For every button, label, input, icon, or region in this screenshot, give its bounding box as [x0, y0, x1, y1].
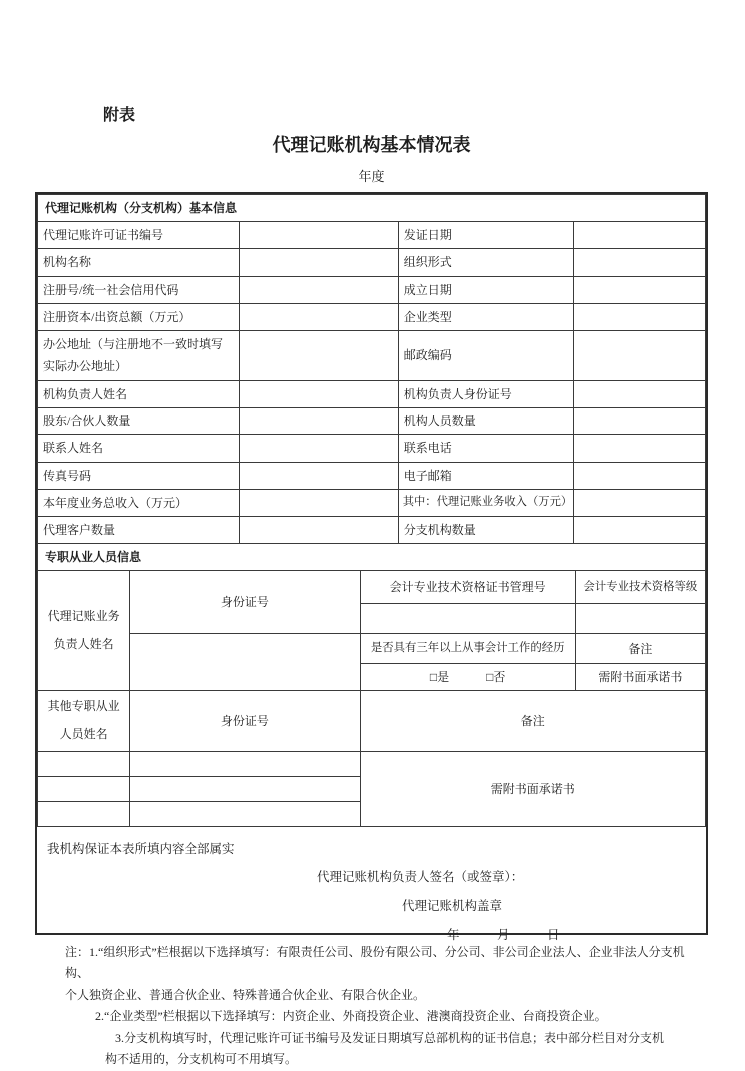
note-line: 构不适用的，分支机构可不用填写。: [105, 1052, 298, 1067]
field-value-branch-count[interactable]: [574, 516, 706, 543]
field-label-org-form: 组织形式: [398, 249, 574, 276]
field-value-org-name[interactable]: [239, 249, 398, 276]
field-label-bookkeeping-income: 其中：代理记账业务收入（万元）: [398, 489, 574, 516]
field-value-office-address[interactable]: [239, 330, 398, 380]
field-value-head-name[interactable]: [239, 380, 398, 407]
form-table-container: [35, 192, 708, 942]
field-label-other-staff-name: 其他专职从业人员姓名: [38, 691, 130, 751]
field-value-manager-id[interactable]: [130, 634, 360, 691]
section2-header: 专职从业人员信息: [38, 544, 706, 571]
other-staff-name-cell-2[interactable]: [38, 776, 130, 801]
table-row: [38, 222, 706, 249]
other-staff-id-cell-3[interactable]: [130, 801, 360, 826]
field-value-email[interactable]: [574, 462, 706, 489]
field-value-postal-code[interactable]: [574, 330, 706, 380]
field-value-org-form[interactable]: [574, 249, 706, 276]
basic-info-table: [37, 194, 706, 544]
page-title: 代理记账机构基本情况表: [272, 135, 471, 155]
field-label-branch-count: 分支机构数量: [398, 516, 574, 543]
appendix-label: 附表: [103, 107, 136, 124]
field-value-client-count[interactable]: [239, 516, 398, 543]
field-label-contact-phone: 联系电话: [398, 435, 574, 462]
note-line: 3.分支机构填写时，代理记账许可证书编号及发证日期填写总部机构的证书信息；表中部分栏目对分支机: [115, 1030, 665, 1045]
table-row: [38, 634, 706, 664]
field-label-email: 电子邮箱: [398, 462, 574, 489]
table-row: [38, 330, 706, 380]
table-row: [38, 435, 706, 462]
table-row: [38, 408, 706, 435]
field-value-registered-capital[interactable]: [239, 303, 398, 330]
other-staff-id-cell-1[interactable]: [130, 751, 360, 776]
table-row: [38, 751, 706, 776]
experience-checkbox-group: [360, 664, 575, 691]
note-line: 2.“企业类型”栏根据以下选择填写：内资企业、外商投资企业、港澳商投资企业、台商投资企业。: [95, 1009, 607, 1024]
section1-header: 代理记账机构（分支机构）基本信息: [38, 195, 706, 222]
field-value-contact-phone[interactable]: [574, 435, 706, 462]
other-staff-name-cell-1[interactable]: [38, 751, 130, 776]
field-value-bookkeeping-income[interactable]: [574, 489, 706, 516]
field-label-other-staff-id: 身份证号: [130, 691, 360, 751]
field-value-shareholder-count[interactable]: [239, 408, 398, 435]
field-label-staff-count: 机构人员数量: [398, 408, 574, 435]
field-value-cert-level[interactable]: [575, 604, 705, 634]
field-value-issue-date[interactable]: [574, 222, 706, 249]
table-row: [38, 691, 706, 751]
note-line: 个人独资企业、普通合伙企业、特殊普通合伙企业、有限合伙企业。: [65, 987, 426, 1002]
field-value-contact-name[interactable]: [239, 435, 398, 462]
field-label-issue-date: 发证日期: [398, 222, 574, 249]
field-label-shareholder-count: 股东/合伙人数量: [38, 408, 240, 435]
table-row: [38, 462, 706, 489]
field-value-credit-code[interactable]: [239, 276, 398, 303]
other-commitment-note: 需附书面承诺书: [360, 751, 705, 826]
commitment-note: 需附书面承诺书: [575, 664, 705, 691]
field-label-client-count: 代理客户数量: [38, 516, 240, 543]
table-row: [38, 489, 706, 516]
table-row: [38, 516, 706, 543]
field-label-credit-code: 注册号/统一社会信用代码: [38, 276, 240, 303]
field-label-experience: 是否具有三年以上从事会计工作的经历: [360, 634, 575, 664]
field-value-fax[interactable]: [239, 462, 398, 489]
field-value-cert-no[interactable]: [360, 604, 575, 634]
field-label-contact-name: 联系人姓名: [38, 435, 240, 462]
field-label-manager-name: 代理记账业务负责人姓名: [38, 571, 130, 691]
field-label-registered-capital: 注册资本/出资总额（万元）: [38, 303, 240, 330]
date-label: 年 月 日: [447, 927, 560, 942]
field-label-manager-id: 身份证号: [130, 571, 360, 634]
staff-info-table: [37, 543, 706, 827]
table-row: [38, 276, 706, 303]
field-label-fax: 传真号码: [38, 462, 240, 489]
field-value-enterprise-type[interactable]: [574, 303, 706, 330]
field-label-cert-level: 会计专业技术资格等级: [575, 571, 705, 604]
field-label-license-no: 代理记账许可证书编号: [38, 222, 240, 249]
field-label-founding-date: 成立日期: [398, 276, 574, 303]
year-label: 年度: [358, 169, 385, 184]
declaration-block: [37, 827, 706, 942]
field-value-staff-count[interactable]: [574, 408, 706, 435]
field-label-postal-code: 邮政编码: [398, 330, 574, 380]
notes: [65, 942, 708, 1071]
field-value-head-id[interactable]: [574, 380, 706, 407]
signature-label: 代理记账机构负责人签名（或签章）：: [317, 869, 524, 884]
field-label-enterprise-type: 企业类型: [398, 303, 574, 330]
field-label-total-income: 本年度业务总收入（万元）: [38, 489, 240, 516]
checkbox-yes[interactable]: □是: [429, 670, 450, 685]
field-label-head-id: 机构负责人身份证号: [398, 380, 574, 407]
field-label-head-name: 机构负责人姓名: [38, 380, 240, 407]
other-staff-name-cell-3[interactable]: [38, 801, 130, 826]
pledge-text: 我机构保证本表所填内容全部属实: [47, 841, 235, 856]
field-value-founding-date[interactable]: [574, 276, 706, 303]
field-value-total-income[interactable]: [239, 489, 398, 516]
field-label-other-remark: 备注: [360, 691, 705, 751]
table-row: [38, 303, 706, 330]
checkbox-no[interactable]: □否: [486, 670, 506, 685]
field-value-license-no[interactable]: [239, 222, 398, 249]
seal-label: 代理记账机构盖章: [402, 898, 503, 913]
field-label-cert-no: 会计专业技术资格证书管理号: [360, 571, 575, 604]
field-label-remark: 备注: [575, 634, 705, 664]
other-staff-id-cell-2[interactable]: [130, 776, 360, 801]
table-row: [38, 380, 706, 407]
field-label-office-address: 办公地址（与注册地不一致时填写实际办公地址）: [38, 330, 240, 380]
table-row: [38, 571, 706, 604]
field-label-org-name: 机构名称: [38, 249, 240, 276]
table-row: [38, 249, 706, 276]
note-line: 注：1.“组织形式”栏根据以下选择填写：有限责任公司、股份有限公司、分公司、非公司企业法人、企业非法人分支机构、: [65, 944, 685, 981]
